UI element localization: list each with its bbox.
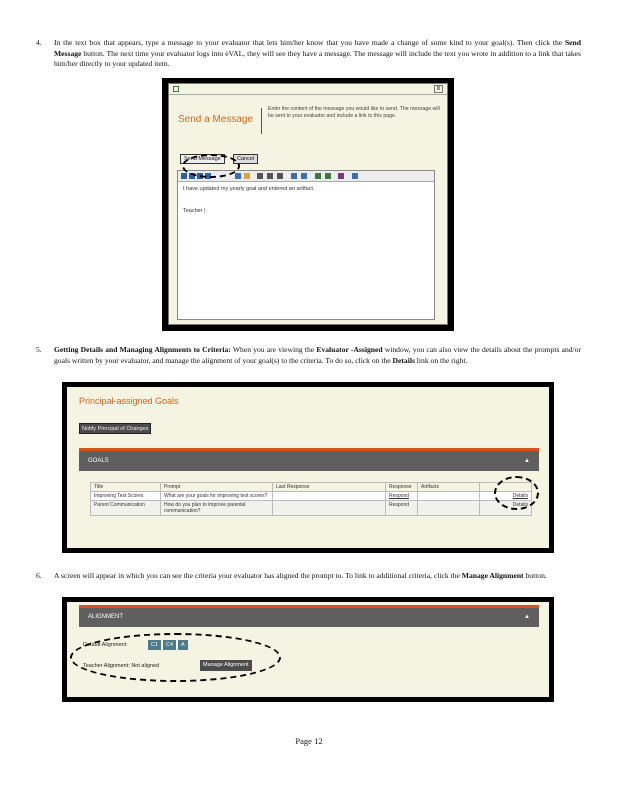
signature-text: Teacher | [183, 208, 206, 214]
dialog-heading: Send a Message [178, 114, 254, 125]
column-header: Response [386, 483, 418, 492]
help-icon[interactable] [352, 173, 358, 179]
italic-icon[interactable] [267, 173, 273, 179]
column-header: Title [91, 483, 161, 492]
spellcheck-icon[interactable] [338, 173, 344, 179]
step-number: 6. [36, 571, 42, 580]
step-text: A screen will appear in which you can see the criteria your evaluator has aligned the prompt to. To link to additional criteria, click the Manage Alignment button. [54, 571, 547, 580]
panel-title: Principal-assigned Goals [79, 396, 179, 406]
highlight-icon[interactable] [244, 173, 250, 179]
link-icon[interactable] [315, 173, 321, 179]
criteria-chip: A [178, 640, 188, 650]
goal-prompt: What are your goals for improving test scores? [161, 492, 273, 501]
highlight-oval [494, 476, 539, 510]
column-header: Last Response [273, 483, 386, 492]
artifacts-cell [418, 501, 480, 516]
goal-prompt: How do you plan to improve parental communication? [161, 501, 273, 516]
unlink-icon[interactable] [325, 173, 331, 179]
bold-icon[interactable] [257, 173, 263, 179]
goal-title: Improving Test Scores [91, 492, 161, 501]
send-message-screenshot [162, 78, 454, 331]
goals-panel [67, 387, 549, 548]
goals-table [90, 482, 532, 516]
details-link[interactable]: Details [480, 501, 532, 516]
table-row [91, 492, 532, 501]
dialog-titlebar [169, 84, 447, 95]
divider [261, 108, 262, 134]
details-link[interactable]: Details [480, 492, 532, 501]
default-alignment-label: Default Alignment: [83, 642, 128, 648]
message-dialog [168, 83, 448, 325]
last-response [273, 492, 386, 501]
collapse-icon[interactable]: ▲ [524, 458, 530, 464]
message-text: I have updated my yearly goal and entered an artifact. [183, 186, 315, 192]
step-6 [36, 571, 581, 582]
message-editor[interactable] [177, 170, 435, 320]
close-button[interactable]: x [434, 85, 443, 93]
cut-icon[interactable] [181, 173, 187, 179]
respond-link[interactable]: Respond [386, 492, 418, 501]
window-icon [173, 86, 179, 92]
collapse-icon[interactable]: ▲ [524, 614, 530, 620]
page-number: Page 12 [295, 736, 323, 746]
column-header: Artifacts [418, 483, 480, 492]
bullet-list-icon[interactable] [301, 173, 307, 179]
dialog-instructions: Enter the content of the message you would like to send. The message will be sent to your evaluator and include a link to this page. [268, 106, 440, 120]
alignment-panel [67, 602, 549, 697]
alignment-screenshot [62, 597, 554, 702]
last-response [273, 501, 386, 516]
table-header-row [91, 483, 532, 492]
font-icon[interactable] [235, 173, 241, 179]
goals-section-header[interactable]: GOALS ▲ [79, 451, 539, 471]
column-header: Prompt [161, 483, 273, 492]
alignment-section-header[interactable]: ALIGNMENT ▲ [79, 608, 539, 627]
table-row [91, 501, 532, 516]
highlight-oval [182, 154, 240, 178]
criteria-chip: C4 [163, 640, 176, 650]
step-text: In the text box that appears, type a message to your evaluator that lets him/her know that you have made a change of some kind to your goal(s). Then click the Send Message button. The next time your evaluator logs into eVAL, they will see they have a message. The message will include the text you wrote in addition to a link that takes him/her directly to your updated item. [54, 38, 581, 68]
step-number: 5. [36, 345, 42, 354]
goals-screenshot [62, 382, 554, 553]
step-5 [36, 345, 581, 366]
notify-principal-button[interactable]: Notify Principal of Changes [79, 423, 151, 434]
respond-link[interactable]: Respond [386, 501, 418, 516]
numbered-list-icon[interactable] [291, 173, 297, 179]
manage-alignment-button[interactable]: Manage Alignment [200, 660, 252, 671]
goal-title: Parent Communication [91, 501, 161, 516]
send-message-button[interactable]: Send Message [180, 154, 225, 164]
highlight-oval [70, 633, 281, 682]
artifacts-cell [418, 492, 480, 501]
underline-icon[interactable] [277, 173, 283, 179]
teacher-alignment: Teacher Alignment: Not aligned [83, 663, 160, 669]
step-text: Getting Details and Managing Alignments to Criteria: When you are viewing the Evaluator -Assigned window, you can also view the details about the prompts and/or goals written by your evaluator, and manage the alignment of your goal(s) to the criteria. To do so, click on the Details link on the right. [54, 345, 581, 365]
step-4 [36, 38, 581, 70]
step-number: 4. [36, 38, 42, 47]
criteria-chip: C1 [148, 640, 161, 650]
cancel-button[interactable]: Cancel [233, 154, 258, 164]
